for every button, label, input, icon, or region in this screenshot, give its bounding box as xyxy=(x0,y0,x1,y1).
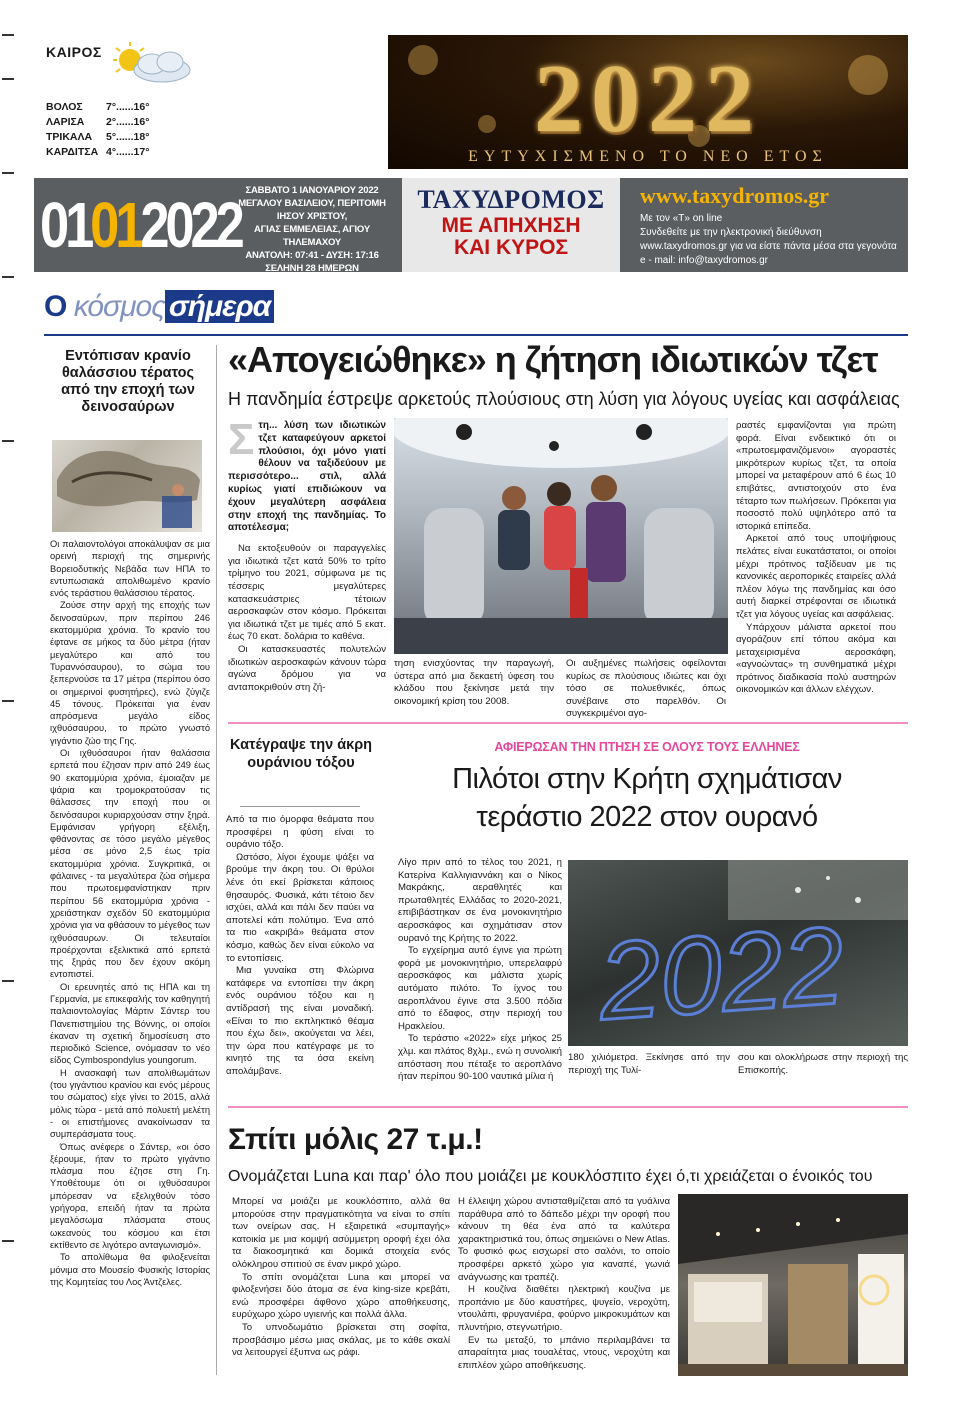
date-info-line: ΑΓΙΑΣ ΕΜΜΕΛΕΙΑΣ, ΑΓΙΟΥ ΤΗΛΕΜΑΧΟΥ xyxy=(254,224,370,248)
article-paragraph: Το τεράστιο «2022» είχε μήκος 25 χλμ. και πλάτος 8χλμ., ενώ η συνολική απόσταση που πέταξε το αεροπλάνο ήταν περίπου 90-100 ναυτικά μίλια ή xyxy=(398,1033,562,1083)
article-paragraph: Οι αυξημένες πωλήσεις οφείλονται κυρίως σε πλούσιους ιδιώτες και όχι τόσο σε πολυεθνικές, όπως συνέβαινε στο παρελθόν. Οι συγκεκριμένοι αγο- xyxy=(566,658,726,720)
article-paragraph: Να εκτοξευθούν οι παραγγελίες για ιδιωτικά τζετ κατά 50% το τρίτο τρίμηνο του 2021, σύμφωνα με τις τέσσερις μεγαλύτερες κατασκευάστριες τέτοιων αεροσκαφών στον κόσμο. Πρόκειται για ιδιωτικά τζετ με τιμές από 5 εκατ. έως 70 εκατ. δολάρια το καθένα. xyxy=(228,543,386,643)
drop-cap: Σ xyxy=(228,415,255,464)
rainbow-divider xyxy=(240,806,360,807)
article-paragraph: Ζούσε στην αρχή της εποχής των δεινοσαύρων, πριν περίπου 246 εκατομμύρια χρόνια. Το κρανίο του έφτανε σε μήκος τα δύο μέτρα (ήταν μεγαλύτερο και από του Τυραννόσαυρου), το σώμα του ξεπερνούσε τα 17 μέτρα (περίπου όσο οι σημερινοί φυσητήρες), ενώ ζύγιζε 45 τόνους. Πρόκειται για έναν απρόσμενα μεγάλο είδος ιχθυόσαυρου, το πρώτο γνωστό γιγάντιο ζώο της Γης. xyxy=(50,600,210,746)
left-article-body xyxy=(50,538,210,1288)
city-name: ΚΑΡΔΙΤΣΑ xyxy=(46,146,99,158)
date-info-line: ΜΕΓΑΛΟΥ ΒΑΣΙΛΕΙΟΥ, ΠΕΡΙΤΟΜΗ ΙΗΣΟΥ ΧΡΙΣΤΟΥ, xyxy=(238,198,386,222)
article-paragraph: σου και ολοκλήρωσε στην περιοχή της Επισκοπής. xyxy=(738,1052,908,1076)
site-info-line: Με τον «Τ» on line xyxy=(640,213,723,224)
article-paragraph: Η έλλειψη χώρου αντισταθμίζεται από τα γυάλινα παράθυρα από το δάπεδο μέχρι την οροφή που κάνουν τη θέα ένα από τα καλύτερα χαρακτηριστικά του, όπως σημειώνει ο New Atlas. Το φυσικό φως εισχωρεί στο σαλόνι, το οποίο προσφέρει αρκετό χώρο για καναπέ, γωνιά ανάγνωσης και τραπέζι. xyxy=(458,1196,670,1283)
sky-2022-trail: 2022 xyxy=(594,903,848,1044)
jets-lead-text: τη... λύση των ιδιωτικών τζετ καταφεύγουν αρκετοί πλούσιοι, όχι μόνο γιατί θέλουν να ταξιδεύουν με περισσότερο... στιλ, αλλά κυρίως γιατί επιδιώκουν να έχουν μεγαλύτερη ασφάλεια στην εποχή της πανδημίας. Το αποτέλεσμα; xyxy=(228,420,386,534)
article-paragraph: Το εγχείρημα αυτό έγινε για πρώτη φορά με μονοκινητήριο, υπερελαφρύ αεροσκάφος και μάλιστα χωρίς αυτόματο πιλότο. Το ίχνος του αεροπλάνου έγινε στα 3.500 πόδια από το έδαφος, στην περιοχή του Ηρακλείου. xyxy=(398,945,562,1032)
article-paragraph: Εν τω μεταξύ, το μπάνιο περιλαμβάνει τα απαραίτητα μιας τουαλέτας, ντους, νεροχύτη και επιπλέον χώρο αποθήκευσης. xyxy=(458,1334,670,1371)
weather-row xyxy=(46,100,149,115)
pilots-column-1 xyxy=(398,857,562,1084)
paper-slogan xyxy=(402,215,620,259)
site-info xyxy=(640,212,897,268)
fossil-skull-photo xyxy=(52,440,202,532)
private-jet-cabin-photo xyxy=(394,418,728,654)
site-info-line: Συνδεθείτε με την ηλεκτρονική διεύθυνση xyxy=(640,227,822,238)
article-paragraph: Οι παλαιοντολόγοι αποκάλυψαν σε μια ορεινή περιοχή της σημερινής Βορειοδυτικής Νεβάδα των ΗΠΑ το εντυπωσιακά απολιθωμένο κρανίο ενός τεράστιου θαλάσσιου τέρατος. xyxy=(50,539,210,599)
city-name: ΤΡΙΚΑΛΑ xyxy=(46,131,93,143)
date-year: 2022 xyxy=(140,189,241,261)
section-word-simera: σήμερα xyxy=(165,290,274,323)
page-edge-marker xyxy=(2,440,14,442)
article-paragraph: Το απολίθωμα θα φιλοξενείται μόνιμα στο Μουσείο Φυσικής Ιστορίας της Κομητείας του Λος Άντζελες. xyxy=(50,1252,210,1287)
weather-row xyxy=(46,115,149,130)
date-info-line: ΑΝΑΤΟΛΗ: 07:41 - ΔΥΣΗ: 17:16 xyxy=(245,250,379,261)
sky-2022-photo xyxy=(568,860,908,1046)
date-day: 01 xyxy=(40,189,91,261)
tiny-house-interior-photo xyxy=(678,1194,908,1376)
pilots-kicker: ΑΦΙΕΡΩΣΑΝ ΤΗΝ ΠΤΗΣΗ ΣΕ ΟΛΟΥΣ ΤΟΥΣ ΕΛΛΗΝΕΣ xyxy=(494,740,800,754)
article-paragraph: Υπάρχουν μάλιστα αρκετοί που αγοράζουν επί τόπου ακόμα και μεταχειρισμένα αεροσκάφη, «αγνοώντας» τη συνθηματικά μέχρι πρότινος διαδικασία πολύ αυστηρών οικονομικών και άλλων ελέγχων. xyxy=(736,621,896,696)
pilots-headline xyxy=(386,760,908,836)
date-large xyxy=(40,188,241,262)
article-paragraph: Από τα πιο όμορφα θεάματα που προσφέρει η φύση είναι το ουράνιο τόξο. xyxy=(226,814,374,851)
section-divider xyxy=(44,334,908,336)
article-paragraph: Μια γυναίκα στη Φλώρινα κατάφερε να εντοπίσει την άκρη ενός ουράνιου τόξου και η αντίδρασή της είναι μοναδική. «Είναι το πιο εκπληκτικό θέαμα που έχω δει», ακούγεται να λέει, την ώρα που κατέγραφε με το κινητό της τα όσα εκείνη απολάμβανε. xyxy=(226,965,374,1077)
article-paragraph: 180 χιλιόμετρα. Ξεκίνησε από την περιοχή της Τυλί- xyxy=(568,1052,730,1076)
temp-range: 2°......16° xyxy=(106,116,150,128)
date-month: 01 xyxy=(90,189,141,261)
date-info-line: ΣΕΛΗΝΗ 28 ΗΜΕΡΩΝ xyxy=(265,263,359,274)
city-name: ΛΑΡΙΣΑ xyxy=(46,116,85,128)
studio-column-2 xyxy=(458,1196,670,1372)
page-edge-marker xyxy=(2,700,14,702)
paper-slogan-line: ΜΕ ΑΠΗΧΗΣΗ xyxy=(441,214,581,237)
site-info-line: www.taxydromos.gr για να είστε πάντα μέσα στα γεγονότα xyxy=(640,241,897,252)
studio-subheadline: Ονομάζεται Luna και παρ' όλο που μοιάζει με κουκλόσπιτο έχει ό,τι χρειάζεται ο ένοικός του xyxy=(228,1168,873,1185)
weather-title: ΚΑΙΡΟΣ xyxy=(46,44,102,60)
rainbow-article-body xyxy=(226,814,374,1078)
studio-column-1 xyxy=(232,1196,450,1360)
jets-column-4 xyxy=(736,420,896,697)
jets-subheadline: Η πανδημία έστρεψε αρκετούς πλούσιους στη λύση για λόγους υγείας και ασφάλειας xyxy=(228,389,900,409)
article-paragraph: Οι ερευνητές από τις ΗΠΑ και τη Γερμανία, με επικεφαλής τον καθηγητή παλαιοντολογίας Μάρτιν Σάντερ του Πανεπιστημίου της Βόννης, οι οποίοι έκαναν τη σχετική δημοσίευση στο περιοδικό Science, ονόμασαν το νέο είδος Cymbospondylus youngorum. xyxy=(50,981,210,1066)
temp-range: 4°......17° xyxy=(106,146,150,158)
article-paragraph: ραστές εμφανίζονται για πρώτη φορά. Είναι ενδεικτικό ότι οι «πρωτοεμφανιζόμενοι» αγοραστές μικρότερων κυρίως τζετ, τα οποία μπορεί να μεταφέρουν από 6 έως 10 επιβάτες, αντιστοιχούν στο ένα τέταρτο των πωλήσεων. Πρόκειται για ποσοστό πολύ υψηλότερο από τα ιστορικά επίπεδα. xyxy=(736,420,896,532)
jets-column-3 xyxy=(566,658,726,721)
article-paragraph: Το σπίτι ονομάζεται Luna και μπορεί να φιλοξενήσει δύο άτομα σε ένα king-size κρεβάτι, ενώ προσφέρει άφθονο χώρο αποθήκευσης, ευρύχωρο χώρο υγιεινής και πολλά άλλα. xyxy=(232,1271,450,1321)
article-paragraph: Η ανασκαφή των απολιθωμάτων (του γιγάντιου κρανίου και ενός μέρους του σώματος) είχε γίνει το 2015, αλλά μόλις τώρα - μετά από πολυετή μελέτη - οι επιστήμονες ανακοίνωσαν τα συμπεράσματα τους. xyxy=(50,1067,210,1140)
pink-divider xyxy=(228,722,908,724)
page-edge-marker xyxy=(2,1240,14,1242)
page-edge-marker xyxy=(2,34,14,36)
weather-table xyxy=(46,100,149,160)
page-edge-marker xyxy=(2,980,14,982)
article-paragraph: Οι ιχθυόσαυροι ήταν θαλάσσια ερπετά που έζησαν πριν από 249 έως 90 εκατομμύρια χρόνια, έμοιαζαν με ψάρια και τρομοκρατούσαν τις θάλασσες την εποχή που οι δεινόσαυροι κυριαρχούσαν στην ξηρά. Εμφάνισαν γρήγορη εξέλιξη, φθάνοντας σε τόσο μεγάλο μέγεθος μέσα σε μόνο 2,5 έως τρία εκατομμύρια χρόνια. Συγκριτικά, οι φάλαινες - τα μεγαλύτερα ζώα σήμερα που πρωτοεμφανίστηκαν πριν περίπου 56 εκατομμύρια χρόνια - χρειάστηκαν σχεδόν 50 εκατομμύρια χρόνια για να φθάσουν το μέγεθος των ιχθυόσαυρων. Οι τελευταίοι προέρχονται εξελικτικά από ερπετά της ξηράς που δεν έχουν ακόμη εντοπιστεί. xyxy=(50,748,210,980)
jets-column-2 xyxy=(394,658,554,708)
banner-year: 2022 xyxy=(534,45,762,153)
article-paragraph: Το υπνοδωμάτιο βρίσκεται στη σοφίτα, προσβάσιμο μέσω μιας σκάλας, με το κάθε σκαλί να λειτουργεί έξυπνα ως ράφι. xyxy=(232,1321,450,1359)
article-paragraph: Ωστόσο, λίγοι έχουμε ψάξει να βρούμε την άκρη του. Οι θρύλοι λένε ότι εκεί βρίσκεται κάποιος θησαυρός. Φυσικά, κάτι τέτοιο δεν ισχύει, αλλά και πάλι δεν παύει να αποτελεί κάτι πολύτιμο. Ένα από τα πιο «ακριβά» θεάματα στον κόσμο, καθώς δεν είναι εύκολο να το εντοπίσεις. xyxy=(226,851,374,964)
page-edge-marker xyxy=(2,172,14,174)
date-info xyxy=(232,184,392,275)
weather-row xyxy=(46,145,149,160)
site-url[interactable]: www.taxydromos.gr xyxy=(640,183,830,208)
new-year-banner xyxy=(388,35,908,169)
city-name: ΒΟΛΟΣ xyxy=(46,101,83,113)
temp-range: 7°......16° xyxy=(106,101,150,113)
paper-slogan-line: ΚΑΙ ΚΥΡΟΣ xyxy=(453,236,569,259)
page-edge-marker xyxy=(2,78,14,80)
banner-subtitle: ΕΥΤΥΧΙΣΜΕΝΟ ΤΟ ΝΕΟ ΕΤΟΣ xyxy=(468,148,828,165)
studio-headline: Σπίτι μόλις 27 τ.μ.! xyxy=(228,1123,483,1156)
article-paragraph: Όπως ανέφερε ο Σάντερ, «οι όσο ξέρουμε, ήταν το πρώτο γιγάντιο πλάσμα που έζησε στη Γη. Υποθέτουμε ότι οι ιχθυόσαυροι μπόρεσαν να εξελιχθούν τόσο γρήγορα, επειδή ήταν τα πρώτα μεγαλόσωμα πλάσματα στους ωκεανούς του κόσμου και έτσι εκτίθεντο σε λιγότερο ανταγωνισμό». xyxy=(50,1141,210,1250)
article-paragraph: Η κουζίνα διαθέτει ηλεκτρική κουζίνα με προπάνιο με δύο καυστήρες, ψυγείο, νεροχύτη, ντουλάπι, φρυγανιέρα, φούρνο μικροκυμάτων και πλυντήριο, στεγνωτήριο. xyxy=(458,1284,670,1333)
pink-divider xyxy=(228,1106,908,1108)
paper-title: ΤΑΧΥΔΡΟΜΟΣ xyxy=(417,185,605,214)
site-email[interactable]: e - mail: info@taxydromos.gr xyxy=(640,255,768,266)
weather-row xyxy=(46,130,149,145)
rainbow-headline: Κατέγραψε την άκρη ουράνιου τόξου xyxy=(229,737,373,771)
pilots-headline-line: Πιλότοι στην Κρήτη σχημάτισαν xyxy=(452,763,842,795)
temp-range: 5°......18° xyxy=(106,131,150,143)
page-edge-marker xyxy=(2,276,14,278)
section-word-o: Ο xyxy=(44,290,67,323)
jets-headline: «Απογειώθηκε» η ζήτηση ιδιωτικών τζετ xyxy=(228,339,878,380)
section-word-kosmos: κόσμος xyxy=(73,290,165,323)
article-paragraph: Οι κατασκευαστές πολυτελών ιδιωτικών αεροσκαφών κάνουν τώρα αγώνα δρόμου για να ανταποκριθούν στη ζή- xyxy=(228,643,386,693)
column-divider xyxy=(216,345,217,1375)
jets-lead xyxy=(228,415,386,535)
pilots-column-3 xyxy=(738,1052,908,1077)
pilots-column-2 xyxy=(568,1052,730,1077)
article-paragraph: Αρκετοί από τους υποψήφιους πελάτες είναι ευκατάστατοι, οι οποίοι μέχρι πρότινος ταξίδευαν με τις κανονικές αεροπορικές εταιρείες αλλά πλέον λόγω της πανδημίας και όσο αυτή διαρκεί στρέφονται σε ιδιωτικά τζετ για λόγους υγείας και ασφάλειας. xyxy=(736,533,896,620)
sun-cloud-icon xyxy=(112,40,196,86)
article-paragraph: τηση ενισχύοντας την παραγωγή, ύστερα από μια δεκαετή ύφεση του κλάδου που ξεκίνησε μετά την οικονομική κρίση του 2008. xyxy=(394,658,554,707)
article-paragraph: Λίγο πριν από το τέλος του 2021, η Κατερίνα Καλλιγιαννάκη και ο Νίκος Μακράκης, αεραθλητές και πρωταθλητές Ελλάδας το 2020-2021, επιβιβάστηκαν σε ένα μονοκινητήριο αεροσκάφος και σχημάτισαν στον ουρανό της Κρήτης το 2022. xyxy=(398,857,562,944)
date-info-line: ΣΑΒΒΑΤΟ 1 ΙΑΝΟΥΑΡΙΟΥ 2022 xyxy=(245,185,379,196)
section-header xyxy=(44,290,274,324)
article-paragraph: Μπορεί να μοιάζει με κουκλόσπιτο, αλλά θα μπορούσε στην πραγματικότητα να είναι το σπίτι των ονείρων σας. Η εξαιρετικά «συμπαγής» κατοικία με μια κομψή ασύμμετρη οροφή έχει όλα τα διακοσμητικά και δομικά στοιχεία ενός ολόκληρου σπιτιού σε έναν μικρό χώρο. xyxy=(232,1196,450,1270)
pilots-headline-line: τεράστιο 2022 στον ουρανό xyxy=(476,801,818,833)
paper-promo-box xyxy=(402,178,620,272)
jets-column-1 xyxy=(228,415,386,694)
left-headline: Εντόπισαν κρανίο θαλάσσιου τέρατος από την εποχή των δεινοσαύρων xyxy=(61,348,195,415)
